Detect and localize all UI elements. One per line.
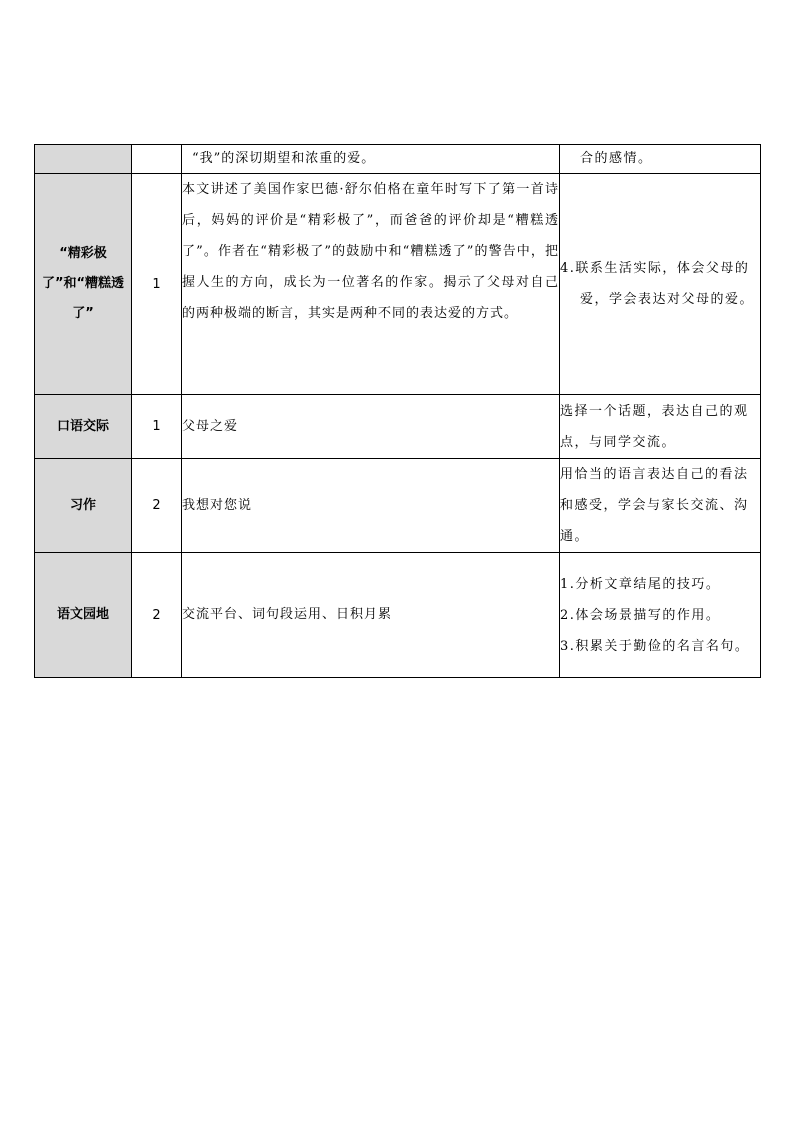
goal-cell	[560, 459, 761, 553]
hours-cell: 1	[132, 395, 182, 459]
hours-cell: 2	[132, 553, 182, 678]
unit-title-cell	[35, 145, 132, 174]
content-cell: 我想对您说	[182, 459, 560, 553]
goal-line: 合的感情。	[580, 151, 653, 166]
content-cell: 父母之爱	[182, 395, 560, 459]
table-row	[35, 395, 761, 459]
goal-line: 4.联系生活实际，体会父母的爱，学会表达对父母的爱。	[560, 261, 755, 307]
table-row	[35, 145, 761, 174]
goal-cell	[560, 174, 761, 395]
content-cell: “我”的深切期望和浓重的爱。	[182, 145, 560, 174]
unit-title-cell: “精彩极了”和“糟糕透了”	[35, 174, 132, 395]
table-row	[35, 174, 761, 395]
goal-line: 选择一个话题，表达自己的观点，与同学交流。	[560, 403, 749, 450]
goal-cell	[560, 395, 761, 459]
hours-cell: 2	[132, 459, 182, 553]
content-cell: 交流平台、词句段运用、日积月累	[182, 553, 560, 678]
hours-cell: 1	[132, 174, 182, 395]
goal-cell	[560, 553, 761, 678]
table-row	[35, 553, 761, 678]
goal-line: 1.分析文章结尾的技巧。	[560, 576, 721, 592]
hours-cell	[132, 145, 182, 174]
unit-title-cell: 习作	[35, 459, 132, 553]
goal-cell	[560, 145, 761, 174]
lesson-plan-table	[34, 144, 761, 678]
goal-line: 用恰当的语言表达自己的看法和感受，学会与家长交流、沟通。	[560, 467, 749, 544]
unit-title-cell: 口语交际	[35, 395, 132, 459]
goal-line: 3.积累关于勤俭的名言名句。	[560, 638, 750, 654]
content-cell: 本文讲述了美国作家巴德·舒尔伯格在童年时写下了第一首诗后，妈妈的评价是“精彩极了”，而爸爸的评价却是“糟糕透了”。作者在“精彩极了”的鼓励中和“糟糕透了”的警告中，把握人生的方向，成长为一位著名的作家。揭示了父母对自己的两种极端的断言，其实是两种不同的表达爱的方式。	[182, 174, 560, 395]
goal-line: 2.体会场景描写的作用。	[560, 607, 721, 623]
unit-title-cell: 语文园地	[35, 553, 132, 678]
table-row	[35, 459, 761, 553]
